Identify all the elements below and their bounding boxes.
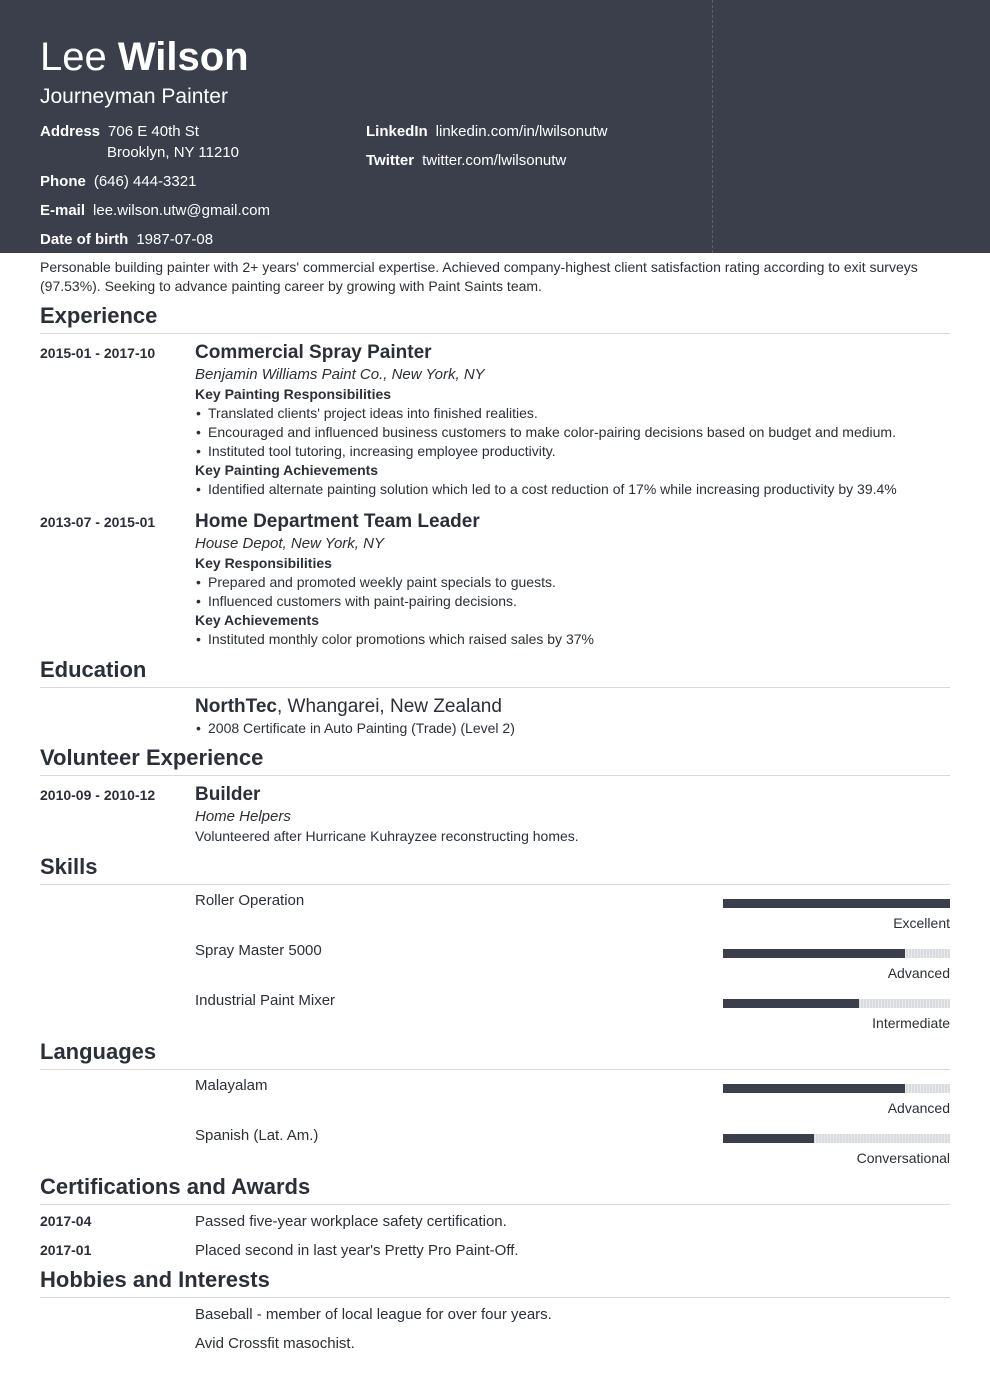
language-level-label: Advanced xyxy=(887,1100,950,1116)
twitter-label: Twitter xyxy=(366,152,415,169)
resume-header xyxy=(0,0,990,253)
job-title: Journeyman Painter xyxy=(40,85,228,108)
list-item: • Influenced customers with paint-pairing decisions. xyxy=(195,592,950,611)
certifications-section-header xyxy=(40,1173,950,1205)
volunteer-title: Builder xyxy=(195,784,261,805)
job-org: House Depot, New York, NY xyxy=(195,535,384,552)
job-title: Commercial Spray Painter xyxy=(195,342,432,363)
education-entry xyxy=(195,695,950,738)
linkedin xyxy=(366,121,607,142)
skills-heading: Skills xyxy=(40,854,98,879)
skill-level-label: Intermediate xyxy=(872,1015,950,1031)
first-name: Lee xyxy=(40,35,107,79)
experience-heading: Experience xyxy=(40,303,158,328)
language-level-bar xyxy=(723,1084,950,1093)
address-label: Address xyxy=(40,123,101,140)
volunteer-org: Home Helpers xyxy=(195,808,291,825)
hobbies-section-header xyxy=(40,1266,950,1298)
languages-section-header xyxy=(40,1038,950,1070)
volunteer-section-header xyxy=(40,744,950,776)
job-subheading: Key Achievements xyxy=(195,612,319,628)
job-subheading: Key Responsibilities xyxy=(195,555,332,571)
hobby-item: Baseball - member of local league for over four years. xyxy=(195,1306,552,1323)
skill-level-bar xyxy=(723,899,950,908)
list-item: • Instituted tool tutoring, increasing employee productivity. xyxy=(195,442,950,461)
skill-level-label: Excellent xyxy=(893,915,950,931)
language-level-label: Conversational xyxy=(856,1150,950,1166)
certification-text: Passed five-year workplace safety certification. xyxy=(195,1213,507,1230)
volunteer-entry xyxy=(195,783,950,846)
phone xyxy=(40,171,196,192)
list-item: • Encouraged and influenced business customers to make color-pairing decisions based on budget and medium. xyxy=(195,423,950,442)
job-title: Home Department Team Leader xyxy=(195,511,480,532)
skill-level-label: Advanced xyxy=(887,965,950,981)
list-item: • Prepared and promoted weekly paint specials to guests. xyxy=(195,573,950,592)
certifications-heading: Certifications and Awards xyxy=(40,1174,311,1199)
email-label: E-mail xyxy=(40,202,86,219)
skills-section-header xyxy=(40,853,950,885)
job-org: Benjamin Williams Paint Co., New York, NY xyxy=(195,366,485,383)
job-dates: 2013-07 - 2015-01 xyxy=(40,514,156,530)
certification-date: 2017-01 xyxy=(40,1242,92,1258)
skill-level-bar xyxy=(723,949,950,958)
skill-level-fill xyxy=(723,899,950,908)
list-item: • Instituted monthly color promotions which raised sales by 37% xyxy=(195,630,950,649)
job-responsibilities xyxy=(195,404,950,461)
school-location: , Whangarei, New Zealand xyxy=(276,696,502,717)
dob-label: Date of birth xyxy=(40,231,129,248)
skill-name: Spray Master 5000 xyxy=(195,942,322,959)
skill-level-fill xyxy=(723,949,905,958)
job-entry xyxy=(195,510,950,649)
volunteer-description: Volunteered after Hurricane Kuhrayzee reconstructing homes. xyxy=(195,828,579,844)
language-name: Spanish (Lat. Am.) xyxy=(195,1127,319,1144)
certification-text: Placed second in last year's Pretty Pro Paint-Off. xyxy=(195,1242,519,1259)
skill-level-fill xyxy=(723,999,859,1008)
education-section-header xyxy=(40,656,950,688)
language-level-bar xyxy=(723,1134,950,1143)
date-of-birth xyxy=(40,229,213,250)
address-line2: Brooklyn, NY 11210 xyxy=(107,144,240,161)
hobbies-heading: Hobbies and Interests xyxy=(40,1267,270,1292)
language-level-fill xyxy=(723,1134,814,1143)
language-level-fill xyxy=(723,1084,905,1093)
job-subheading: Key Painting Responsibilities xyxy=(195,386,392,402)
education-heading: Education xyxy=(40,657,147,682)
twitter-link[interactable]: twitter.com/lwilsonutw xyxy=(422,152,567,169)
last-name: Wilson xyxy=(117,35,249,79)
linkedin-label: LinkedIn xyxy=(366,123,428,140)
list-item: • Translated clients' project ideas into finished realities. xyxy=(195,404,950,423)
job-achievements xyxy=(195,630,950,649)
email-value[interactable]: lee.wilson.utw@gmail.com xyxy=(93,202,270,219)
summary: Personable building painter with 2+ years' commercial expertise. Achieved company-highest client satisfaction rating according to exit surveys (97.53%). Seeking to advance painting career by growing with Paint Saints team. xyxy=(40,259,918,294)
phone-label: Phone xyxy=(40,173,86,190)
job-subheading: Key Painting Achievements xyxy=(195,462,379,478)
job-dates: 2015-01 - 2017-10 xyxy=(40,345,156,361)
twitter xyxy=(366,150,566,171)
address-line1: 706 E 40th St xyxy=(108,123,199,140)
job-responsibilities xyxy=(195,573,950,611)
education-items xyxy=(195,719,950,738)
address xyxy=(40,121,239,163)
job-entry xyxy=(195,341,950,499)
certification-date: 2017-04 xyxy=(40,1213,92,1229)
list-item: • 2008 Certificate in Auto Painting (Trade) (Level 2) xyxy=(195,719,950,738)
header-divider xyxy=(712,0,713,253)
school xyxy=(195,695,950,719)
hobby-item: Avid Crossfit masochist. xyxy=(195,1335,355,1352)
email xyxy=(40,200,270,221)
volunteer-heading: Volunteer Experience xyxy=(40,745,264,770)
phone-value: (646) 444-3321 xyxy=(93,173,197,190)
candidate-name xyxy=(40,34,249,80)
languages-heading: Languages xyxy=(40,1039,157,1064)
skill-level-bar xyxy=(723,999,950,1008)
experience-section-header xyxy=(40,302,950,334)
skill-name: Industrial Paint Mixer xyxy=(195,992,336,1009)
list-item: • Identified alternate painting solution which led to a cost reduction of 17% while increasing productivity by 39.4% xyxy=(195,480,950,499)
skill-name: Roller Operation xyxy=(195,892,305,909)
school-name: NorthTec xyxy=(195,696,277,717)
dob-value: 1987-07-08 xyxy=(136,231,214,248)
volunteer-dates: 2010-09 - 2010-12 xyxy=(40,787,156,803)
job-achievements xyxy=(195,480,950,499)
linkedin-link[interactable]: linkedin.com/in/lwilsonutw xyxy=(435,123,608,140)
language-name: Malayalam xyxy=(195,1077,268,1094)
